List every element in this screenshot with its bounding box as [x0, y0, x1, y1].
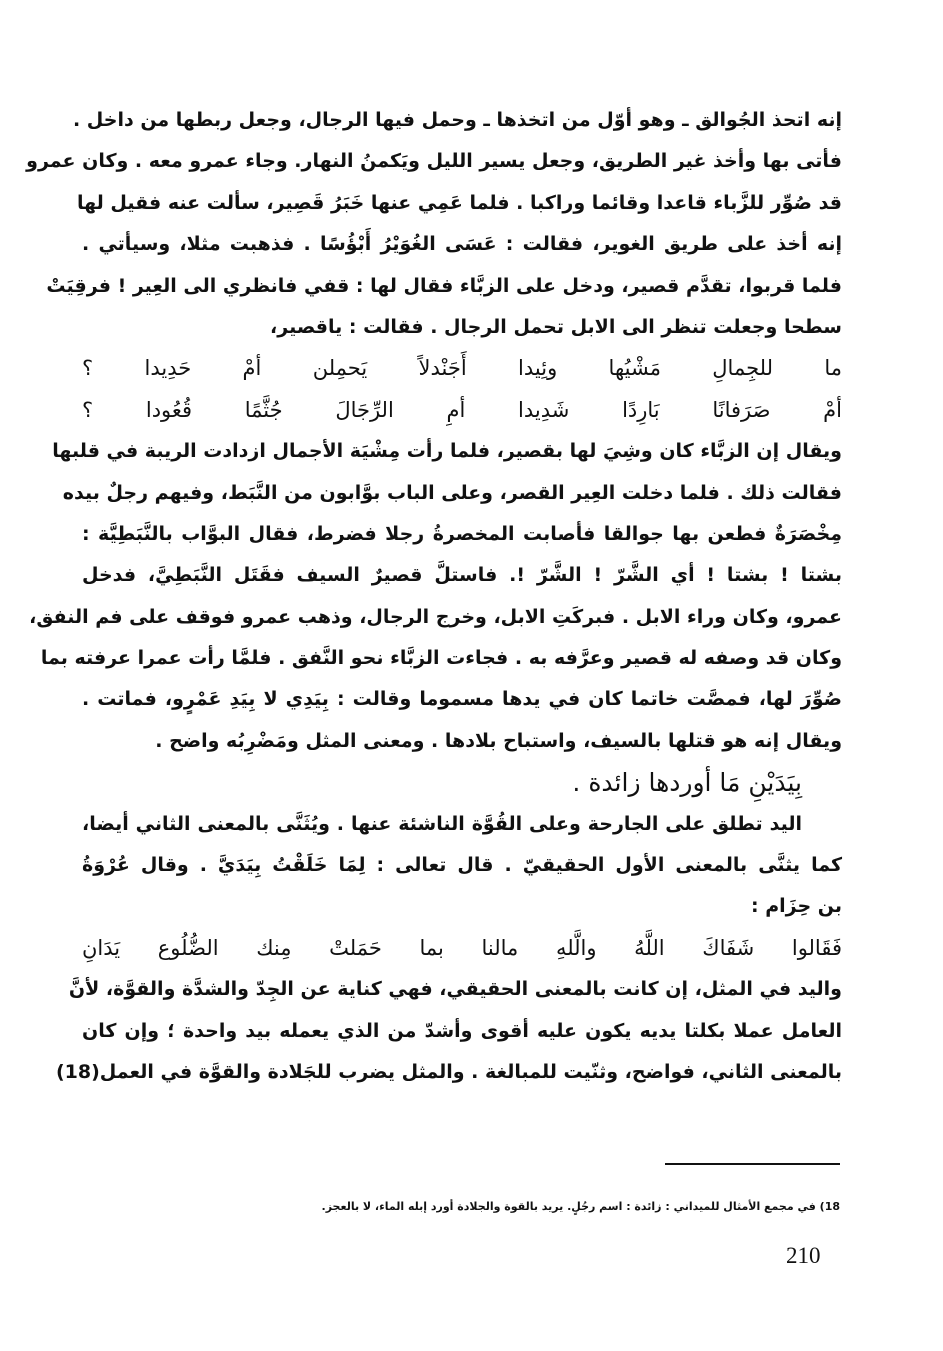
text-line: فلما قربوا، تقدَّم قصير، ودخل على الزبَّاء فقال لها : قفي فانظري الى العِير ! فرقِيَتْ [46, 274, 842, 297]
text-line: وكان قد وصفه له قصير وعرَّفه به . فجاءت الزبَّاء نحو النَّفق . فلمَّا رأت عمرا عرفته بما [40, 647, 842, 670]
text-line: مِخْصَرَةٌ فطعن بها جوالقا فأصابت المخصرةُ رجلا فضرط، فقال البوَّاب بالنَّبَطِيَّة : [82, 522, 842, 545]
footnote-separator [665, 1163, 840, 1165]
text-line: فأتى بها وأخذ غير الطريق، وجعل يسير الليل ويَكمنُ النهار. وجاء عمرو معه . وكان عمرو [26, 150, 842, 173]
verse-line: ما للجِمالِ مَشْيُها وئِيدا أَجَنْدلاً يَحمِلن أمْ حَدِيدا ؟ [82, 356, 842, 381]
text-line: سطحا وجعلت تنظر الى الابل تحمل الرجال . فقالت : ياقصير، [270, 315, 842, 338]
text-line: عمرو، وكان وراء الابل . فبركَتِ الابل، وخرج الرجال، وذهب عمرو فوقف على فم النفق، [29, 605, 842, 628]
text-line: قد صُوِّر للزَّباء قاعدا وقائما وراكبا . فلما عَمِي عنها خَبَرُ قَصِير، سألت عنه فقيل لها [76, 191, 842, 214]
verse-line: أمْ صَرَفانًا بَارِدًا شَدِيدا أمِ الرِّجَالَ جُثَّمًا قُعُودا ؟ [82, 397, 842, 422]
verse-line: فَقَالوا شَفَاكَ اللَّهُ والَّلهِ مالنا بما حَمَلتْ مِنك الضُّلُوع يَدَانِ [82, 935, 842, 960]
text-line: فقالت ذلك . فلما دخلت العِير القصر، وعلى الباب بوَّابون من النَّبَط، وفيهم رجلٌ بيده [62, 481, 842, 504]
text-line: بشتا ! بشتا ! أي الشَّرّ ! الشَّرّ !. فاستلَّ قصيرٌ السيف فقَتَل النَّبَطِيَّ، فدخل [82, 564, 842, 587]
footnote: 18) في مجمع الأمثال للميداني : زائدة : اسم رجُلٍ. يريد بالقوة والجلادة أورد إبله الماء، لا بالعجز. [321, 1200, 840, 1213]
text-line: واليد في المثل، إن كانت بالمعنى الحقيقي، فهي كناية عن الجِدّ والشدَّة والقوَّة، لأنَّ [68, 978, 842, 1001]
proverb-heading: بِيَدَيْنِ مَا أوردها زائدة . [572, 768, 802, 798]
text-line: ويقال إن الزبَّاء كان وشِيَ لها بقصير، فلما رأت مِشْيَة الأجمال ازدادت الريبة في قلبها [52, 440, 842, 463]
text-line: اليد تطلق على الجارحة وعلى القُوَّة الناشئة عنها . ويُثَنَّى بالمعنى الثاني أيضا، [82, 812, 802, 835]
body-text [26, 100, 842, 1093]
text-line: بالمعنى الثاني، فواضح، وثنّيت للمبالغة . والمثل يضرب للجَلادة والقوَّة في العمل(18) [55, 1060, 842, 1083]
text-line: صُوِّرَ لها، فمصَّت خاتما كان في يدها مسموما وقالت : بِيَدِي لا بِيَدِ عَمْرٍو، فماتت . [82, 688, 842, 711]
text-line: إنه اتحذ الجُوالق ـ وهو أوّل من اتخذها ـ وحمل فيها الرجال، وجعل ربطها من داخل . [72, 109, 842, 131]
text-line: بن حِزَام : [750, 895, 842, 918]
text-line: كما يثنَّى بالمعنى الأول الحقيقيّ . قال تعالى : لِمَا خَلَقْتُ بِيَدَيَّ . وقال عُرْوَةُ [82, 854, 842, 877]
text-line: إنه أخذ على طريق الغوير، فقالت : عَسَى الغُوَيْرُ أَبْؤُسًا . فذهبت مثلا، وسيأتي . [82, 233, 842, 256]
text-line: ويقال إنه هو قتلها بالسيف، واستباح بلادها . ومعنى المثل ومَضْرِبُه واضح . [155, 729, 842, 752]
page-number: 210 [786, 1243, 821, 1268]
text-line: العامل عملا بكلتا يديه يكون عليه أقوى وأشدّ من الذي يعمله بيد واحدة ؛ وإن كان [82, 1019, 842, 1042]
